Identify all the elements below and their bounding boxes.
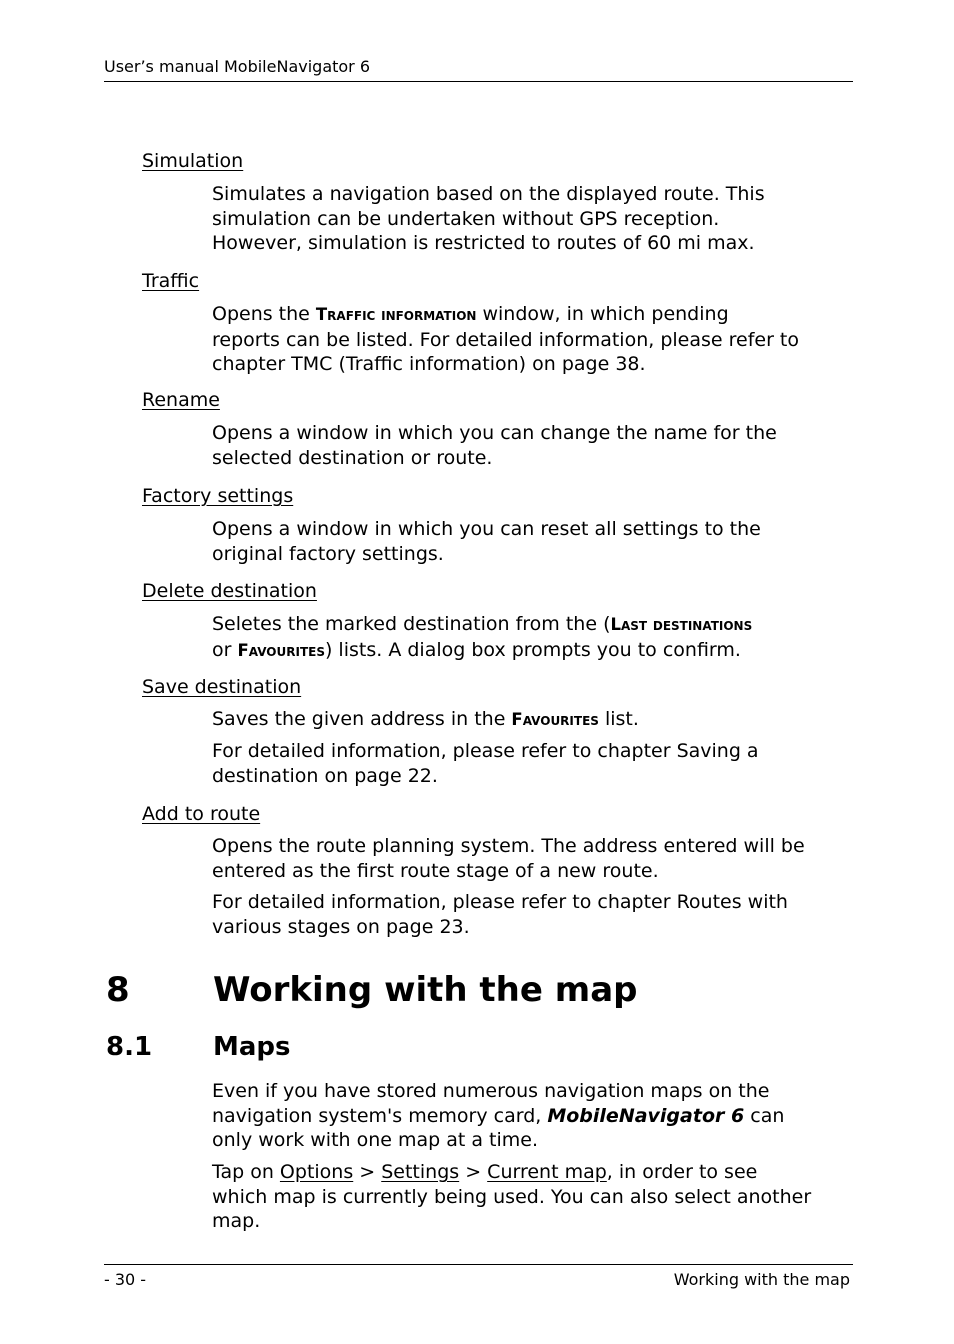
ui-term-traffic-information: Traffic information [315, 305, 477, 324]
text-line: only work with one map at a time. [212, 1129, 539, 1151]
page-number: - 30 - [104, 1270, 147, 1289]
chapter-number: 8 [106, 970, 130, 1010]
text-line: Opens a window in which you can reset all settings to the [212, 518, 761, 540]
add-to-route-reference [212, 890, 852, 939]
text-line: Opens a window in which you can change the name for the [212, 422, 777, 444]
add-to-route-description [212, 834, 852, 883]
text-line: selected destination or route. [212, 446, 493, 469]
term-traffic: Traffic [142, 270, 200, 292]
delete-destination-description [212, 612, 852, 663]
page-footer [104, 1264, 853, 1289]
text-line: Seletes the marked destination from the (Last destinations [212, 613, 753, 635]
simulation-description [212, 182, 852, 256]
text-line: Opens the route planning system. The address entered will be [212, 835, 805, 857]
term-save-destination: Save destination [142, 676, 302, 698]
term-factory-settings: Factory settings [142, 485, 294, 507]
text-line: Even if you have stored numerous navigation maps on the [212, 1080, 770, 1102]
traffic-description [212, 302, 852, 377]
text-line: various stages on page 23. [212, 915, 470, 938]
text-line: For detailed information, please refer to chapter Saving a [212, 740, 759, 762]
rename-description [212, 421, 852, 470]
text-line: However, simulation is restricted to routes of 60 mi max. [212, 232, 755, 254]
maps-paragraph-2 [212, 1160, 852, 1234]
text-line: or Favourites) lists. A dialog box prompts you to confirm. [212, 638, 741, 661]
save-destination-description [212, 707, 852, 733]
save-destination-reference [212, 739, 852, 788]
text-line: reports can be listed. For detailed information, please refer to [212, 328, 800, 351]
header-title: User’s manual MobileNavigator 6 [104, 57, 371, 76]
link-settings[interactable]: Settings [381, 1161, 460, 1183]
ui-term-last-destinations: Last destinations [610, 615, 753, 634]
section-number: 8.1 [106, 1032, 153, 1062]
text-line: chapter TMC (Traffic information) on page 38. [212, 353, 646, 375]
text-line: simulation can be undertaken without GPS reception. [212, 207, 720, 230]
term-simulation: Simulation [142, 150, 244, 172]
ui-term-favourites: Favourites [511, 710, 599, 729]
text-line: destination on page 22. [212, 764, 438, 787]
text-line: map. [212, 1210, 261, 1232]
maps-paragraph-1 [212, 1079, 852, 1153]
section-title: Maps [213, 1032, 291, 1062]
footer-section: Working with the map [673, 1270, 850, 1289]
factory-settings-description [212, 517, 852, 566]
text-line: Simulates a navigation based on the displayed route. This [212, 183, 765, 205]
term-delete-destination: Delete destination [142, 580, 317, 602]
text-line: which map is currently being used. You can also select another [212, 1185, 812, 1208]
text-line: Saves the given address in the Favourites list. [212, 708, 639, 730]
text-line: entered as the first route stage of a new route. [212, 859, 659, 882]
text-line: original factory settings. [212, 542, 444, 565]
ui-term-favourites: Favourites [237, 640, 325, 660]
text-line: navigation system's memory card, MobileNavigator 6 can [212, 1104, 785, 1127]
text-line: Opens the Traffic information window, in which pending [212, 303, 729, 325]
link-options[interactable]: Options [279, 1161, 354, 1183]
term-rename: Rename [142, 389, 220, 411]
text-line: Tap on Options > Settings > Current map, in order to see [212, 1161, 758, 1183]
text-line: For detailed information, please refer to chapter Routes with [212, 891, 788, 913]
term-add-to-route: Add to route [142, 803, 261, 825]
link-current-map[interactable]: Current map [487, 1161, 607, 1183]
page-header [104, 56, 853, 82]
product-name: MobileNavigator 6 [547, 1104, 745, 1127]
chapter-title: Working with the map [213, 970, 638, 1010]
